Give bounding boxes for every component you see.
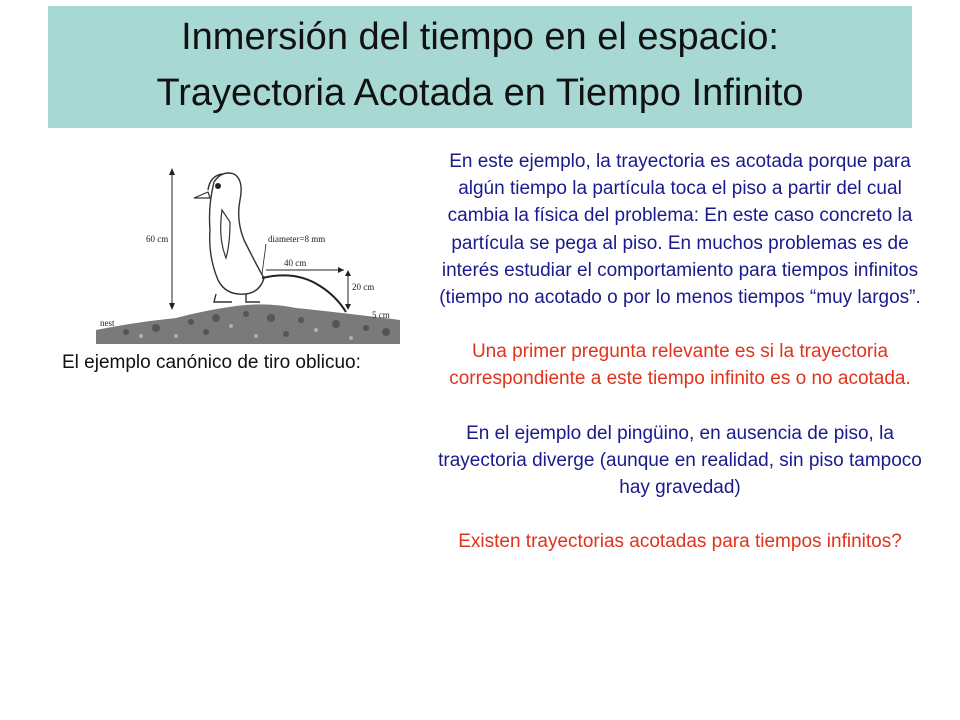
penguin-trajectory-figure <box>96 160 400 344</box>
penguin-eye <box>215 183 221 189</box>
label-height: 60 cm <box>146 234 169 244</box>
slide-title-line-2: Trayectoria Acotada en Tiempo Infinito <box>156 72 804 114</box>
label-drop: 20 cm <box>352 282 375 292</box>
paragraph-4: Existen trayectorias acotadas para tiempos infinitos? <box>458 531 902 553</box>
title-band <box>48 6 912 128</box>
paragraph-3: En el ejemplo del pingüino, en ausencia de piso, la trayectoria diverge (aunque en realidad, sin piso tampoco hay gravedad) <box>438 422 922 499</box>
ground-rubble <box>96 304 400 344</box>
label-nest: nest <box>100 318 115 328</box>
slide-title-line-1: Inmersión del tiempo en el espacio: <box>181 16 779 58</box>
penguin-beak <box>194 192 210 198</box>
penguin-body <box>210 173 265 294</box>
label-distance: 40 cm <box>284 258 307 268</box>
paragraph-2: Una primer pregunta relevante es si la trayectoria correspondiente a este tiempo infinito es o no acotada. <box>449 341 911 390</box>
figure-caption: El ejemplo canónico de tiro oblicuo: <box>62 352 361 373</box>
penguin-feet <box>214 294 260 302</box>
label-diameter: diameter=8 mm <box>268 234 326 244</box>
body-text <box>432 148 928 555</box>
label-ground: 5 cm <box>372 310 390 320</box>
paragraph-1: En este ejemplo, la trayectoria es acotada porque para algún tiempo la partícula toca el piso a partir del cual cambia la física del problema: En este caso concreto la partícula se pega al piso. En muchos problemas es de interés estudiar el comportamiento para tiempos infinitos (tiempo no acotado o por lo menos tiempos “muy largos”. <box>439 151 921 309</box>
